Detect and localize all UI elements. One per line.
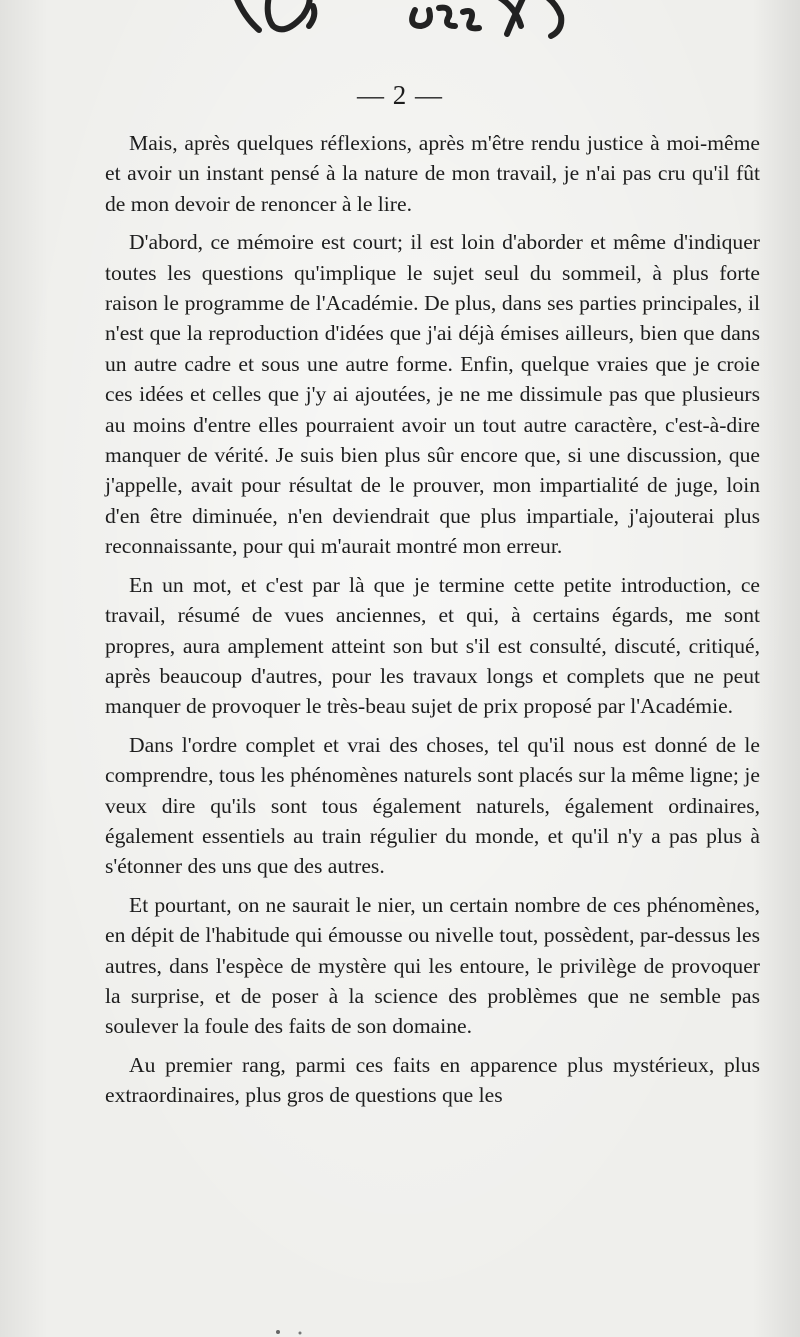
paragraph: Au premier rang, parmi ces faits en apparence plus mystérieux, plus extraordinaires, plus gros de questions que les xyxy=(105,1052,760,1108)
handwritten-annotation xyxy=(225,0,585,56)
paragraph: En un mot, et c'est par là que je termine cette petite introduction, ce travail, résumé de vues anciennes, et qui, à certains égards, me sont propres, aura amplement atteint son but s'il est consulté, discuté, critiqué, après beaucoup d'autres, pour les travaux longs et complets que ne peut manquer de provoquer le très-beau sujet de prix proposé par l'Académie. xyxy=(105,572,760,719)
body-text xyxy=(105,128,760,1119)
paragraph: Mais, après quelques réflexions, après m'être rendu justice à moi-même et avoir un instant pensé à la nature de mon travail, je n'ai pas cru qu'il fût de mon devoir de renoncer à le lire. xyxy=(105,131,760,216)
paragraph: Et pourtant, on ne saurait le nier, un certain nombre de ces phénomènes, en dépit de l'habitude qui émousse ou nivelle tout, possèdent, par-dessus les autres, dans l'espèce de mystère qui les entoure, le privilège de provoquer la surprise, et de poser à la science des problèmes que ne semble pas soulever la foule des faits de son domaine. xyxy=(105,892,760,1039)
paragraph: D'abord, ce mémoire est court; il est loin d'aborder et même d'indiquer toutes les questions qu'implique le sujet seul du sommeil, à plus forte raison le programme de l'Académie. De plus, dans ses parties principales, il n'est que la reproduction d'idées que j'ai déjà émises ailleurs, bien que dans un autre cadre et sous une autre forme. Enfin, quelque vraies que je croie ces idées et celles que j'y ai ajoutées, je ne me dissimule pas que plusieurs au moins d'entre elles pourraient avoir un tout autre caractère, c'est-à-dire manquer de vérité. Je suis bien plus sûr encore que, si une discussion, que j'appelle, avait pour résultat de le prouver, mon impartialité de juge, loin d'en être diminuée, n'en deviendrait que plus impartiale, j'ajouterai plus reconnaissante, pour qui m'aurait montré mon erreur. xyxy=(105,230,760,559)
scan-specks xyxy=(270,1327,330,1337)
page-number: — 2 — xyxy=(357,80,443,110)
paragraph: Dans l'ordre complet et vrai des choses, tel qu'il nous est donné de le comprendre, tous les phénomènes naturels sont placés sur la même ligne; je veux dire qu'ils sont tous également naturels, également ordinaires, également essentiels au train régulier du monde, et qu'il n'y a pas plus à s'étonner des uns que des autres. xyxy=(105,732,760,879)
